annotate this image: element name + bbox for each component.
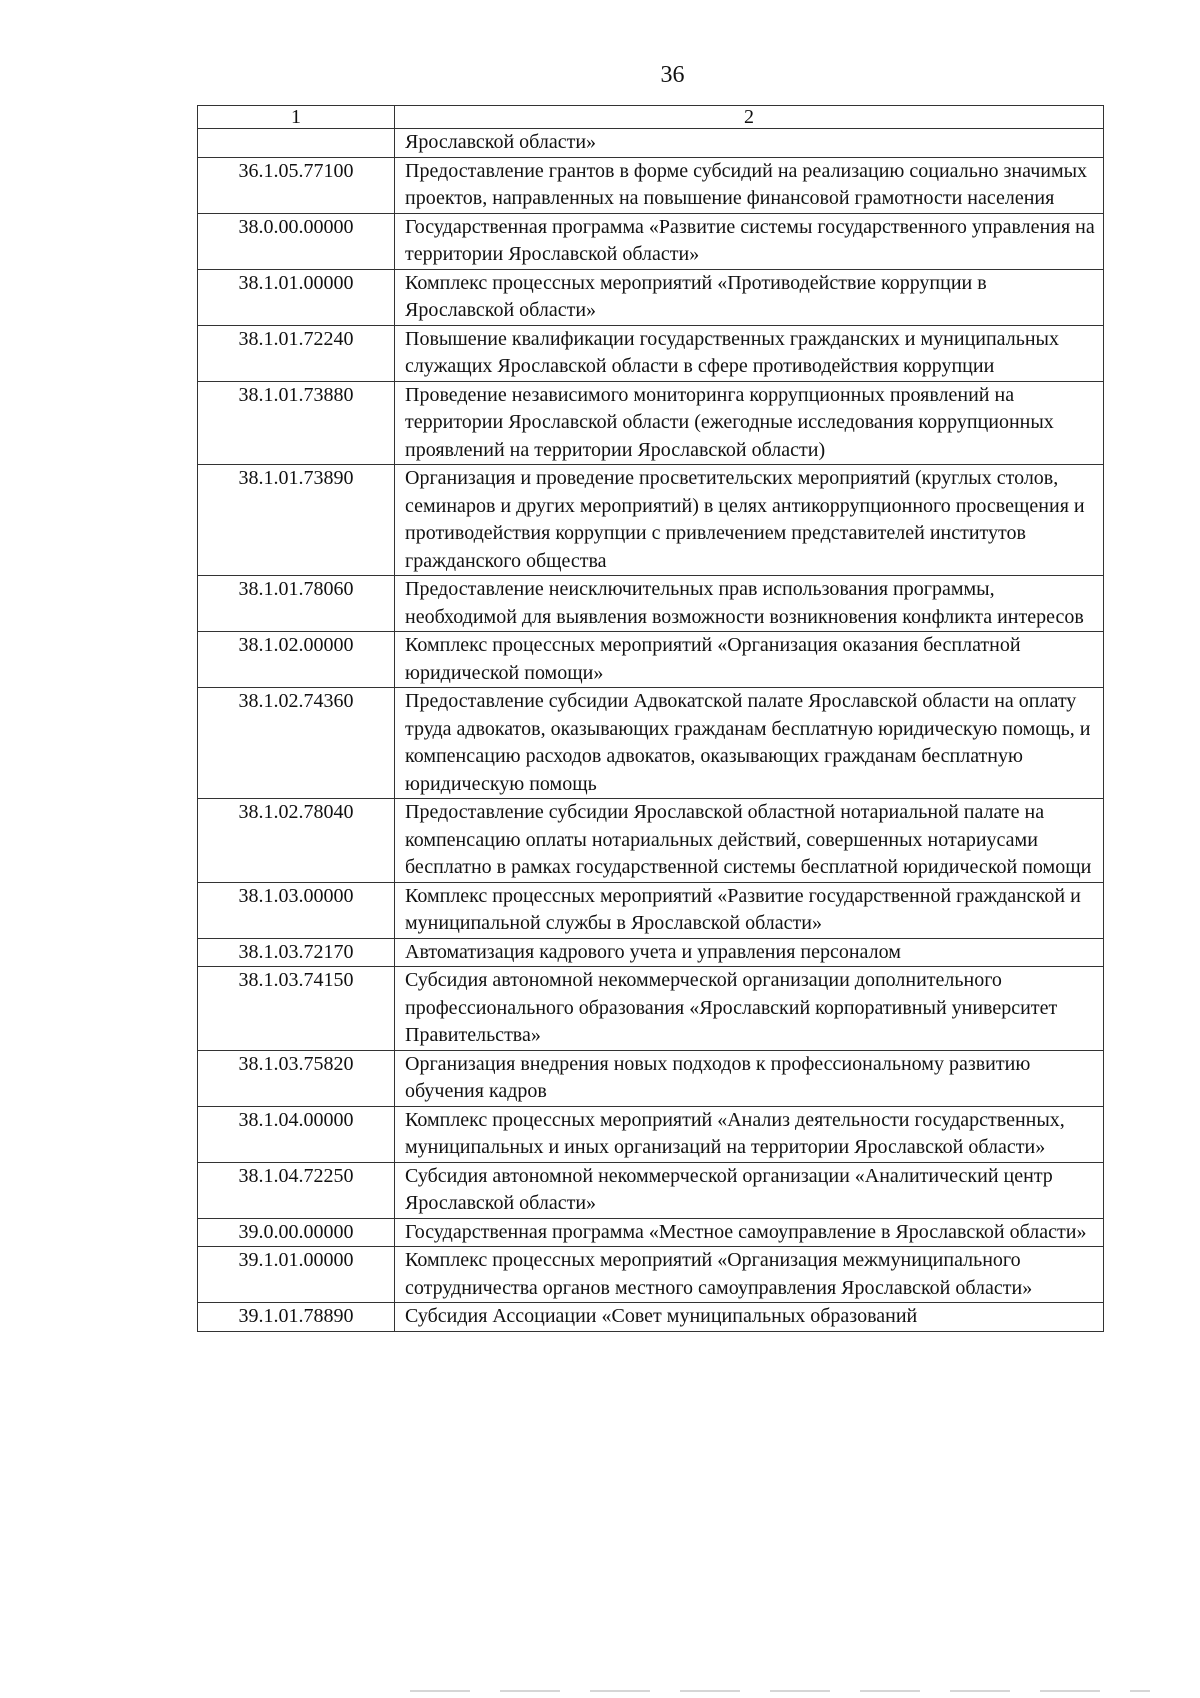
- page-number: 36: [660, 62, 685, 88]
- table-row: [198, 967, 1104, 1051]
- row-text: Комплекс процессных мероприятий «Организация оказания бесплатной юридической помощи»: [395, 632, 1104, 688]
- table-row: [198, 325, 1104, 381]
- table-row: [198, 381, 1104, 465]
- table-row: [198, 1106, 1104, 1162]
- row-text: Организация внедрения новых подходов к профессиональному развитию обучения кадров: [395, 1050, 1104, 1106]
- row-code: 38.1.03.74150: [198, 967, 395, 1051]
- table-row: [198, 157, 1104, 213]
- row-text: Предоставление грантов в форме субсидий на реализацию социально значимых проектов, направленных на повышение финансовой грамотности населения: [395, 157, 1104, 213]
- row-code: 38.1.01.00000: [198, 269, 395, 325]
- row-text: Автоматизация кадрового учета и управления персоналом: [395, 938, 1104, 967]
- scan-artifact-line: [410, 1690, 1150, 1692]
- table-row: [198, 1162, 1104, 1218]
- column-header-name: 2: [395, 106, 1104, 129]
- table-header-row: [198, 106, 1104, 129]
- table-row: [198, 799, 1104, 883]
- row-code: 38.1.01.73880: [198, 381, 395, 465]
- row-text: Предоставление субсидии Ярославской областной нотариальной палате на компенсацию оплаты нотариальных действий, совершенных нотариусами бесплатно в рамках государственной системы бесплатной юридической помощи: [395, 799, 1104, 883]
- row-code: 38.1.01.78060: [198, 576, 395, 632]
- row-text: Предоставление неисключительных прав использования программы, необходимой для выявления возможности возникновения конфликта интересов: [395, 576, 1104, 632]
- table-row: [198, 129, 1104, 158]
- table-row: [198, 576, 1104, 632]
- row-code: 39.0.00.00000: [198, 1218, 395, 1247]
- row-code: 38.0.00.00000: [198, 213, 395, 269]
- column-header-code: 1: [198, 106, 395, 129]
- table-row: [198, 938, 1104, 967]
- row-text: Государственная программа «Местное самоуправление в Ярославской области»: [395, 1218, 1104, 1247]
- budget-classification-table: [197, 105, 1104, 1332]
- row-code: 39.1.01.78890: [198, 1303, 395, 1332]
- table-row: [198, 1247, 1104, 1303]
- row-code: 36.1.05.77100: [198, 157, 395, 213]
- row-text: Государственная программа «Развитие системы государственного управления на территории Ярославской области»: [395, 213, 1104, 269]
- table-row: [198, 688, 1104, 799]
- row-text: Субсидия Ассоциации «Совет муниципальных образований: [395, 1303, 1104, 1332]
- row-text: Комплекс процессных мероприятий «Организация межмуниципального сотрудничества органов местного самоуправления Ярославской области»: [395, 1247, 1104, 1303]
- table-row: [198, 1218, 1104, 1247]
- row-text: Предоставление субсидии Адвокатской палате Ярославской области на оплату труда адвокатов, оказывающих гражданам бесплатную юридическую помощь, и компенсацию расходов адвокатов, оказывающих гражданам бесплатную юридическую помощь: [395, 688, 1104, 799]
- row-code: 39.1.01.00000: [198, 1247, 395, 1303]
- row-code: 38.1.01.72240: [198, 325, 395, 381]
- table-row: [198, 1303, 1104, 1332]
- row-text: Субсидия автономной некоммерческой организации дополнительного профессионального образования «Ярославский корпоративный университет Правительства»: [395, 967, 1104, 1051]
- table-row: [198, 882, 1104, 938]
- row-text: Организация и проведение просветительских мероприятий (круглых столов, семинаров и других мероприятий) в целях антикоррупционного просвещения и противодействия коррупции с привлечением представителей институтов гражданского общества: [395, 465, 1104, 576]
- row-code: 38.1.03.00000: [198, 882, 395, 938]
- table-row: [198, 269, 1104, 325]
- table-row: [198, 632, 1104, 688]
- row-code: 38.1.04.00000: [198, 1106, 395, 1162]
- row-text: Комплекс процессных мероприятий «Развитие государственной гражданской и муниципальной службы в Ярославской области»: [395, 882, 1104, 938]
- row-text: Комплекс процессных мероприятий «Противодействие коррупции в Ярославской области»: [395, 269, 1104, 325]
- row-text: Субсидия автономной некоммерческой организации «Аналитический центр Ярославской области»: [395, 1162, 1104, 1218]
- row-code: 38.1.03.75820: [198, 1050, 395, 1106]
- row-text: Проведение независимого мониторинга коррупционных проявлений на территории Ярославской области (ежегодные исследования коррупционных проявлений на территории Ярославской области): [395, 381, 1104, 465]
- row-code: 38.1.02.00000: [198, 632, 395, 688]
- row-code: 38.1.01.73890: [198, 465, 395, 576]
- row-code: 38.1.02.78040: [198, 799, 395, 883]
- row-text: Комплекс процессных мероприятий «Анализ деятельности государственных, муниципальных и иных организаций на территории Ярославской области»: [395, 1106, 1104, 1162]
- table-row: [198, 213, 1104, 269]
- table-row: [198, 465, 1104, 576]
- row-code: 38.1.04.72250: [198, 1162, 395, 1218]
- table-row: [198, 1050, 1104, 1106]
- row-text: Ярославской области»: [395, 129, 1104, 158]
- row-code: 38.1.03.72170: [198, 938, 395, 967]
- row-text: Повышение квалификации государственных гражданских и муниципальных служащих Ярославской области в сфере противодействия коррупции: [395, 325, 1104, 381]
- row-code: 38.1.02.74360: [198, 688, 395, 799]
- row-code: [198, 129, 395, 158]
